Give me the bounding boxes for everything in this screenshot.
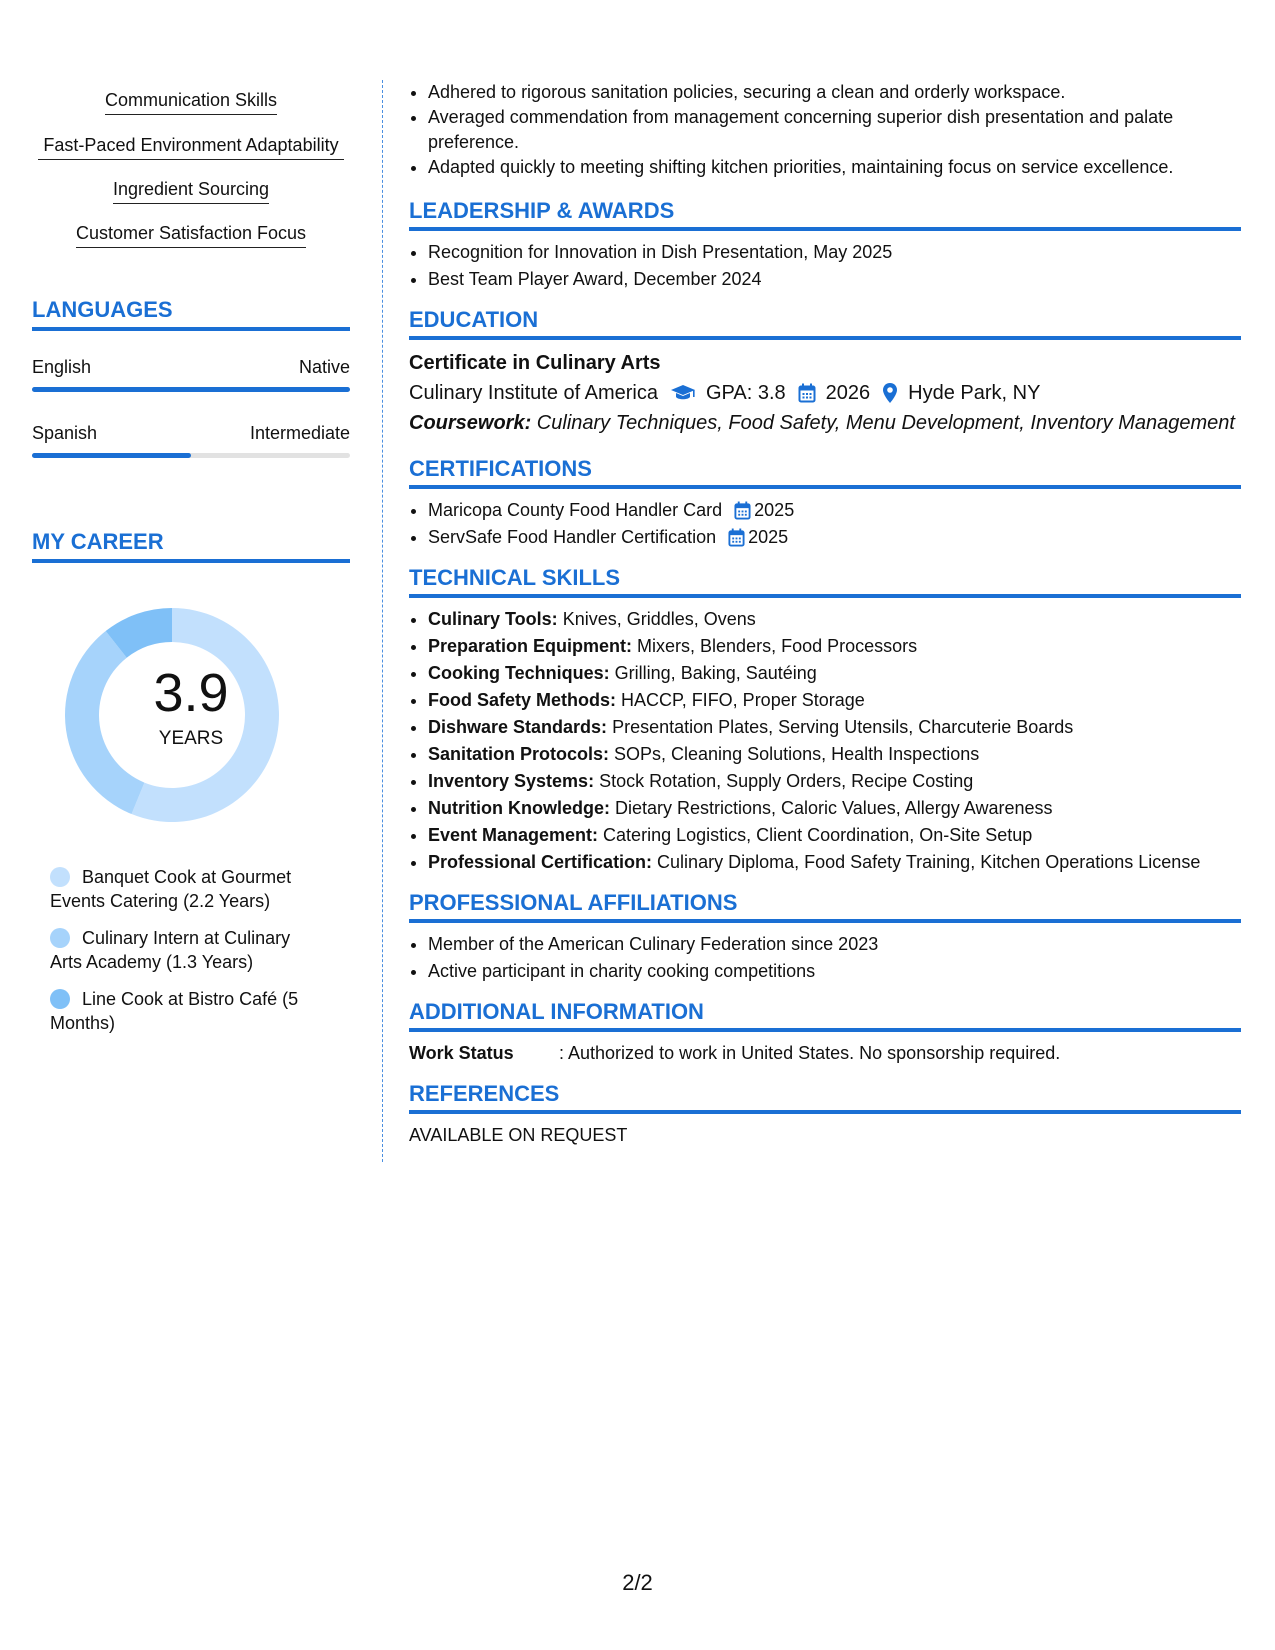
language-proficiency-bar xyxy=(32,387,350,392)
language-name: Spanish xyxy=(32,423,98,443)
education-details xyxy=(409,378,1241,408)
work-status-value: : Authorized to work in United States. No sponsorship required. xyxy=(559,1043,1061,1063)
skill-item xyxy=(32,88,350,115)
technical-skill-label: Sanitation Protocols: xyxy=(428,744,610,764)
technical-skill-value: Catering Logistics, Client Coordination, On-Site Setup xyxy=(598,825,1033,845)
technical-skills-heading: TECHNICAL SKILLS xyxy=(409,564,1241,598)
technical-skill-value: Mixers, Blenders, Food Processors xyxy=(632,636,918,656)
experience-bullet: • Adapted quickly to meeting shifting kitchen priorities, maintaining focus on service excellence. xyxy=(428,155,1241,180)
technical-skill-item xyxy=(428,633,1241,660)
technical-skill-label: Dishware Standards: xyxy=(428,717,608,737)
left-column xyxy=(32,80,350,1048)
certification-name: • ServSafe Food Handler Certification xyxy=(428,527,717,547)
graduation-year: 2026 xyxy=(825,382,871,404)
calendar-icon xyxy=(734,501,751,520)
career-total: 3.9 xyxy=(153,663,229,723)
technical-skill-item xyxy=(428,687,1241,714)
experience-bullet: • Averaged commendation from management concerning superior dish presentation and palate preference. xyxy=(428,105,1241,155)
certification-year: 2025 xyxy=(748,527,789,547)
page-number: 2/2 xyxy=(622,1570,653,1595)
calendar-icon xyxy=(798,383,816,403)
technical-skill-label: Nutrition Knowledge: xyxy=(428,798,610,818)
affiliation-item: • Active participant in charity cooking competitions xyxy=(428,958,1241,985)
certifications-heading: CERTIFICATIONS xyxy=(409,455,1241,489)
references-heading: REFERENCES xyxy=(409,1080,1241,1114)
career-unit: YEARS xyxy=(158,728,224,749)
legend-item xyxy=(32,865,350,913)
certification-year: 2025 xyxy=(754,500,795,520)
language-proficiency-bar xyxy=(32,453,350,458)
column-divider xyxy=(382,80,383,1162)
technical-skill-label: Cooking Techniques: xyxy=(428,663,610,683)
skill-label: Communication Skills xyxy=(105,88,277,115)
language-name: English xyxy=(32,357,92,377)
technical-skill-label: Preparation Equipment: xyxy=(428,636,633,656)
experience-bullets xyxy=(409,80,1241,180)
certification-item xyxy=(428,497,1241,524)
technical-skill-item xyxy=(428,741,1241,768)
language-level: Intermediate xyxy=(249,423,350,443)
technical-skill-value: Dietary Restrictions, Caloric Values, Allergy Awareness xyxy=(609,798,1053,818)
technical-skill-value: Grilling, Baking, Sautéing xyxy=(609,663,817,683)
technical-skill-value: Presentation Plates, Serving Utensils, Charcuterie Boards xyxy=(607,717,1074,737)
school-location: Hyde Park, NY xyxy=(908,382,1041,404)
technical-skill-value: Knives, Griddles, Ovens xyxy=(557,609,756,629)
technical-skill-item xyxy=(428,795,1241,822)
technical-skill-label: Food Safety Methods: xyxy=(428,690,616,710)
right-column xyxy=(409,80,1241,1149)
legend-item xyxy=(32,926,350,974)
language-level: Native xyxy=(298,357,350,377)
certification-name: • Maricopa County Food Handler Card xyxy=(428,500,723,520)
work-status-row xyxy=(409,1040,1241,1067)
technical-skill-item xyxy=(428,768,1241,795)
degree-title: Certificate in Culinary Arts xyxy=(409,352,661,374)
technical-skill-value: SOPs, Cleaning Solutions, Health Inspections xyxy=(609,744,980,764)
skill-item xyxy=(32,133,350,160)
skill-label: Ingredient Sourcing xyxy=(113,177,269,204)
technical-skill-item xyxy=(428,849,1241,876)
language-proficiency-fill xyxy=(32,387,350,392)
skill-item xyxy=(32,221,350,248)
graduation-cap-icon xyxy=(670,384,696,402)
education-heading: EDUCATION xyxy=(409,306,1241,340)
technical-skill-label: Culinary Tools: xyxy=(428,609,558,629)
certifications-list xyxy=(409,497,1241,551)
affiliations-list xyxy=(409,931,1241,985)
affiliations-heading: PROFESSIONAL AFFILIATIONS xyxy=(409,889,1241,923)
leadership-list xyxy=(409,239,1241,293)
technical-skills-list xyxy=(409,606,1241,876)
legend-label: Line Cook at Bistro Café (5 Months) xyxy=(50,989,299,1033)
career-heading: MY CAREER xyxy=(32,528,350,563)
technical-skill-label: Inventory Systems: xyxy=(428,771,595,791)
affiliation-item: • Member of the American Culinary Federation since 2023 xyxy=(428,931,1241,958)
calendar-icon xyxy=(728,528,745,547)
career-legend xyxy=(32,865,350,1035)
school-name: Culinary Institute of America xyxy=(409,382,658,404)
technical-skill-value: Culinary Diploma, Food Safety Training, Kitchen Operations License xyxy=(652,852,1201,872)
experience-bullet: • Adhered to rigorous sanitation policies, securing a clean and orderly workspace. xyxy=(428,80,1241,105)
technical-skill-value: HACCP, FIFO, Proper Storage xyxy=(616,690,865,710)
technical-skill-item xyxy=(428,714,1241,741)
legend-label: Banquet Cook at Gourmet Events Catering (2.2 Years) xyxy=(50,867,292,911)
references-value: AVAILABLE ON REQUEST xyxy=(409,1125,628,1145)
coursework-label: Coursework: xyxy=(409,412,532,434)
technical-skill-label: Event Management: xyxy=(428,825,599,845)
legend-item xyxy=(32,987,350,1035)
technical-skill-value: Stock Rotation, Supply Orders, Recipe Costing xyxy=(594,771,974,791)
additional-info-heading: ADDITIONAL INFORMATION xyxy=(409,998,1241,1032)
map-pin-icon xyxy=(882,382,898,404)
languages-heading: LANGUAGES xyxy=(32,296,350,331)
leadership-item: • Recognition for Innovation in Dish Presentation, May 2025 xyxy=(428,239,1241,266)
technical-skill-label: Professional Certification: xyxy=(428,852,653,872)
language-item xyxy=(32,421,350,458)
skill-item xyxy=(32,177,350,204)
work-status-label: Work Status xyxy=(409,1043,514,1063)
technical-skill-item xyxy=(428,606,1241,633)
leadership-heading: LEADERSHIP & AWARDS xyxy=(409,197,1241,231)
technical-skill-item xyxy=(428,660,1241,687)
skill-label: Customer Satisfaction Focus xyxy=(76,221,306,248)
career-donut-chart xyxy=(32,591,350,839)
language-item xyxy=(32,355,350,392)
gpa-value: GPA: 3.8 xyxy=(706,382,786,404)
coursework xyxy=(409,408,1241,438)
leadership-item: • Best Team Player Award, December 2024 xyxy=(428,266,1241,293)
skills-list xyxy=(32,88,350,248)
coursework-value: Culinary Techniques, Food Safety, Menu Development, Inventory Management xyxy=(531,412,1235,434)
technical-skill-item xyxy=(428,822,1241,849)
skill-label: Fast-Paced Environment Adaptability xyxy=(38,133,344,160)
legend-label: Culinary Intern at Culinary Arts Academy (1.3 Years) xyxy=(50,928,291,972)
language-proficiency-fill xyxy=(32,453,191,458)
certification-item xyxy=(428,524,1241,551)
